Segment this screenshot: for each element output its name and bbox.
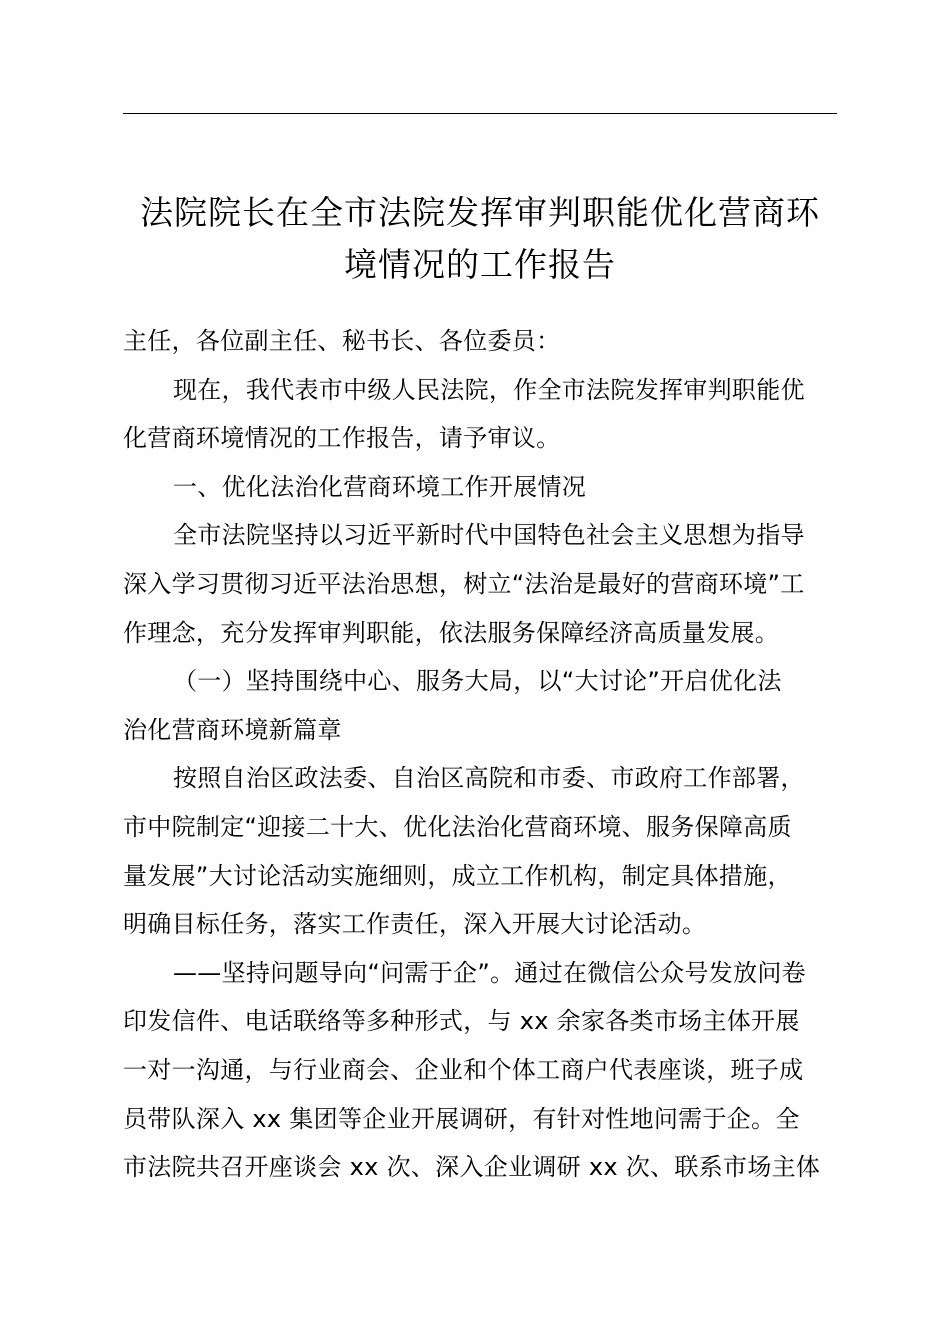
paragraph-line: 印发信件、电话联络等多种形式，与 xx 余家各类市场主体开展 bbox=[123, 1007, 800, 1036]
paragraph-line: 现在，我代表市中级人民法院，作全市法院发挥审判职能优 bbox=[173, 375, 805, 404]
subsection-heading: （一）坚持围绕中心、服务大局，以“大讨论”开启优化法 bbox=[173, 667, 782, 696]
paragraph-line: 作理念，充分发挥审判职能，依法服务保障经济高质量发展。 bbox=[123, 618, 780, 647]
paragraph-line: 一对一沟通，与行业商会、企业和个体工商户代表座谈，班子成 bbox=[123, 1055, 804, 1084]
paragraph-line: 深入学习贯彻习近平法治思想，树立“法治是最好的营商环境”工 bbox=[123, 569, 805, 598]
document-body bbox=[123, 317, 839, 1192]
paragraph-line: 按照自治区政法委、自治区高院和市委、市政府工作部署， bbox=[173, 764, 805, 793]
paragraph-line: 员带队深入 xx 集团等企业开展调研，有针对性地问需于企。全 bbox=[123, 1104, 800, 1133]
title-line-2: 境情况的工作报告 bbox=[344, 245, 616, 285]
document-title bbox=[100, 187, 860, 291]
salutation: 主任，各位副主任、秘书长、各位委员： bbox=[123, 327, 561, 355]
paragraph-line: 量发展”大讨论活动实施细则，成立工作机构，制定具体措施， bbox=[123, 861, 792, 890]
title-line-1: 法院院长在全市法院发挥审判职能优化营商环 bbox=[140, 193, 820, 233]
subsection-heading-cont: 治化营商环境新篇章 bbox=[123, 715, 342, 744]
paragraph-line: ——坚持问题导向“问需于企”。通过在微信公众号发放问卷 bbox=[173, 958, 806, 987]
section-heading: 一、优化法治化营商环境工作开展情况 bbox=[173, 472, 587, 501]
paragraph-line: 全市法院坚持以习近平新时代中国特色社会主义思想为指导 bbox=[173, 521, 805, 550]
paragraph-line: 市法院共召开座谈会 xx 次、深入企业调研 xx 次、联系市场主体 bbox=[123, 1153, 821, 1182]
paragraph-line: 明确目标任务，落实工作责任，深入开展大讨论活动。 bbox=[123, 910, 707, 939]
paragraph-line: 化营商环境情况的工作报告，请予审议。 bbox=[123, 424, 561, 453]
header-rule bbox=[123, 113, 837, 114]
paragraph-line: 市中院制定“迎接二十大、优化法治化营商环境、服务保障高质 bbox=[123, 812, 792, 841]
